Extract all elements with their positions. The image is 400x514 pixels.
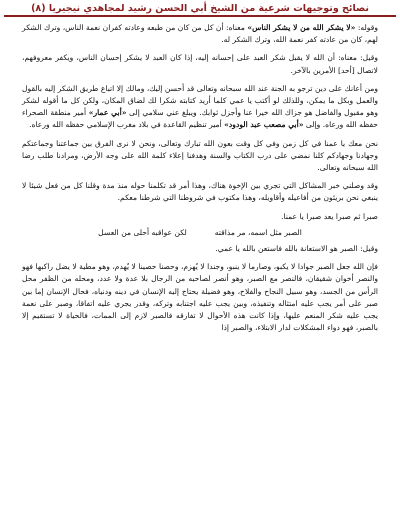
text-run: وقيل: الصبر هو الاستعانة بالله فاستعن بالله يا عمي. (215, 244, 378, 254)
paragraph-group-before-poem (22, 22, 378, 223)
poem-verse (22, 227, 378, 239)
header-title: نصائح وتوجيهات شرعية من الشيخ أبي الحسن رشيد لمجاهدي نيجيريا (٨) (31, 2, 369, 14)
text-run: فإن الله جعل الصبر جوادا لا يكبو، وصارما لا ينبو، وجندا لا يُهزم، وحصنا حصينا لا يُهدم، وهو مطية لا يضل راكبها فهو والنصر أخوان شقيقان، فالنصر مع الصبر، وهو أنصر لصاحبه من الرجال بلا عدة ولا عدد، ومحله من الظفر محل الرأس من الجسد، وهو سبيل النجاح والفلاح، وهو فضيلة يحتاج إليه الإنسان في دينه ودنياه، فحال الإنسان إما بين صبر على أمر يجب عليه امتثاله وتنفيذه، وبين يجب عليه اجتنابه وتركه، وقدر يجري عليه اتفاقا، وصبر على نعمة يجب عليه شكر المنعم عليها، وإذا كانت هذه الأحوال لا تفارقه فالصبر لازم إلى الممات، فالحياة لا تستقيم إلا بالصبر، فهو دواء المشكلات لدار الابتلاء، والصبر إذا (22, 262, 378, 333)
document-body (22, 22, 378, 340)
paragraph (22, 211, 378, 223)
paragraph (22, 22, 378, 46)
paragraph (22, 52, 378, 76)
bold-text-run: «أبي مصعب عبد الودود» (224, 120, 304, 130)
header-divider (4, 15, 396, 17)
text-run: وقيل: معناه: أن الله لا يقبل شكر العبد على إحسانه إليه، إذا كان العبد لا يشكر إحسان الناس، ويكفر معروفهم، لاتصال [أحد] الأمرين بالآخر. (22, 53, 378, 75)
text-run: ومن أعانك على دين ترجو به الجنة عند الله سبحانه وتعالى قد أحسن إليك، ومالك إلا اتباع طريق الشكر إليه بالقول والعمل وبكل ما يمكن، وللذلك لو أكتب يا عمي كلما أريد كتابته شكرا لك لضاق المكان، ولكن كل ما أقوله لشكر وهو مقبول والفاضل هو جزاك الله خيرا عنا وأجزل ثوابك. ويبلغ عني سلامي إلى (22, 83, 378, 118)
paragraph (22, 261, 378, 334)
paragraph (22, 243, 378, 255)
text-run: صبرا ثم صبرا يعد صبرا يا عمنا. (281, 211, 378, 221)
poem-hemistich-right: الصبر مثل اسمه، مر مذاقته (214, 227, 302, 237)
text-run: نحن معك يا عمنا في كل زمن وفي كل وقت بعون الله تبارك وتعالى، ونحن لا نرى الفرق بين جماعتنا وجماعتكم وجهادنا وجهادكم كلنا نمضي على درب الكتاب والسنة وهدفنا إعلاء كلمة الله على وجه الأرض، ومرادنا طلب رضا الله سبحانه وتعالى. (22, 138, 378, 173)
text-run: أمير منطقة الصحراء حفظه الله ورعاه. وإلى (22, 108, 378, 130)
text-run: وقد وصلني خبر المشاكل التي تجري بين الإخوة هناك، وهذا أمر قد تكلمنا حوله منذ مدة وقلنا كل من فعل شيئا لا ينبغي نحن بريئون من أفاعيله وأقاويله، وهذا مكتوب في شروطنا التي شرطنا معكم. (22, 181, 378, 203)
bold-text-run: «لا يشكر الله من لا يشكر الناس» (247, 23, 356, 32)
text-run: أمير تنظيم القاعدة في بلاد مغرب الإسلامي حفظه الله ورعاه. (29, 120, 225, 130)
poem-hemistich-left: لكن عواقبه أحلى من العسل (98, 227, 187, 237)
paragraph (22, 83, 378, 132)
bold-text-run: «أبي عمار» (88, 108, 127, 118)
text-run: معناه: أن كل من كان من طبعه وعادته كفران نعمة الناس، وترك الشكر لهم، كان من عادته كفر نعمة الله، وترك الشكر له. (22, 23, 378, 45)
page-header (0, 0, 400, 16)
paragraph-group-after-poem (22, 243, 378, 334)
text-run: وقوله: (355, 23, 379, 32)
paragraph (22, 180, 378, 204)
paragraph (22, 138, 378, 175)
